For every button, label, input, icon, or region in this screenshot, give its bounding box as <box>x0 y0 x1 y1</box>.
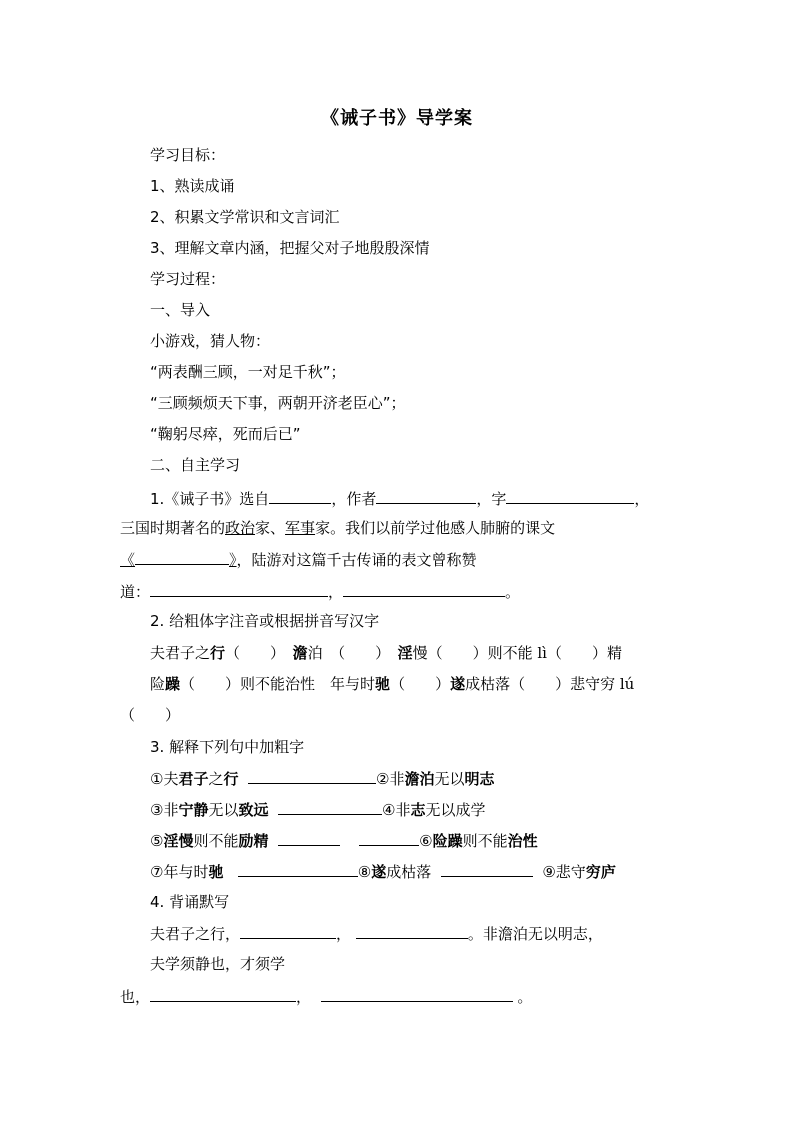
quote-2: “三顾频烦天下事，两朝开济老臣心”； <box>150 394 406 412</box>
blank-q3-5b[interactable] <box>359 829 419 846</box>
self-study-heading: 二、自主学习 <box>150 456 241 474</box>
q4-line-2: 夫学须静也，才须学 <box>150 955 286 973</box>
q3-row-2: ③非宁静无以致远 ④非志无以成学 <box>150 798 486 821</box>
q2-line-3: （ ） <box>120 706 181 724</box>
process-heading: 学习过程： <box>150 270 226 288</box>
objectives-heading: 学习目标： <box>150 146 226 164</box>
q4-line-1: 夫君子之行， ， 。非澹泊无以明志， <box>150 922 603 945</box>
q1-line-1: 1.《诫子书》选自 ，作者 ，字 ， <box>150 487 649 510</box>
objective-item-3: 3、理解文章内涵，把握父对子地殷殷深情 <box>150 239 430 257</box>
q3-row-1: ①夫君子之行 ②非澹泊无以明志 <box>150 767 495 790</box>
blank-q3-3[interactable] <box>278 798 382 815</box>
blank-q3-7[interactable] <box>238 860 358 877</box>
q1-line-2: 三国时期著名的政治家、军事家。我们以前学过他感人肺腑的课文 <box>120 519 556 537</box>
quote-3: “鞠躬尽瘁，死而后已” <box>150 425 301 443</box>
q2-line-1: 夫君子之行（ ） 澹泊 （ ） 淫慢（ ）则不能 lì（ ）精 <box>150 644 622 662</box>
blank-q3-8[interactable] <box>441 860 533 877</box>
blank-source[interactable] <box>269 487 331 504</box>
blank-praise-1[interactable] <box>150 580 328 597</box>
q2-line-2: 险躁（ ）则不能治性 年与时驰（ ）遂成枯落（ ）悲守穷 lú <box>150 675 635 693</box>
quote-1: “两表酬三顾，一对足千秋”； <box>150 363 346 381</box>
q3-row-3: ⑤淫慢则不能励精 ⑥险躁则不能治性 <box>150 829 538 852</box>
blank-praise-2[interactable] <box>343 580 505 597</box>
page-title: 《诫子书》导学案 <box>321 108 473 129</box>
q1-line-3: 《 》，陆游对这篇千古传诵的表文曾称赞 <box>120 548 477 571</box>
q1-line-4: 道： ， 。 <box>120 580 520 603</box>
blank-q4-3[interactable] <box>150 985 296 1002</box>
blank-q4-2[interactable] <box>356 922 468 939</box>
blank-q4-1[interactable] <box>240 922 336 939</box>
intro-heading: 一、导入 <box>150 301 211 319</box>
q2-heading: 2. 给粗体字注音或根据拼音写汉字 <box>150 612 380 630</box>
blank-q3-5a[interactable] <box>278 829 340 846</box>
q4-line-3: 也， ， 。 <box>120 985 532 1008</box>
objective-item-2: 2、积累文学常识和文言词汇 <box>150 208 340 226</box>
q4-heading: 4. 背诵默写 <box>150 893 230 911</box>
q3-row-4: ⑦年与时驰 ⑧遂成枯落 ⑨悲守穷庐 <box>150 860 616 883</box>
game-text: 小游戏，猜人物： <box>150 332 271 350</box>
blank-author[interactable] <box>376 487 476 504</box>
q3-heading: 3. 解释下列句中加粗字 <box>150 738 305 756</box>
blank-text-title[interactable] <box>135 548 229 565</box>
objective-item-1: 1、熟读成诵 <box>150 177 235 195</box>
blank-courtesy-name[interactable] <box>506 487 634 504</box>
blank-q4-4[interactable] <box>321 985 513 1002</box>
blank-q3-1[interactable] <box>248 767 376 784</box>
